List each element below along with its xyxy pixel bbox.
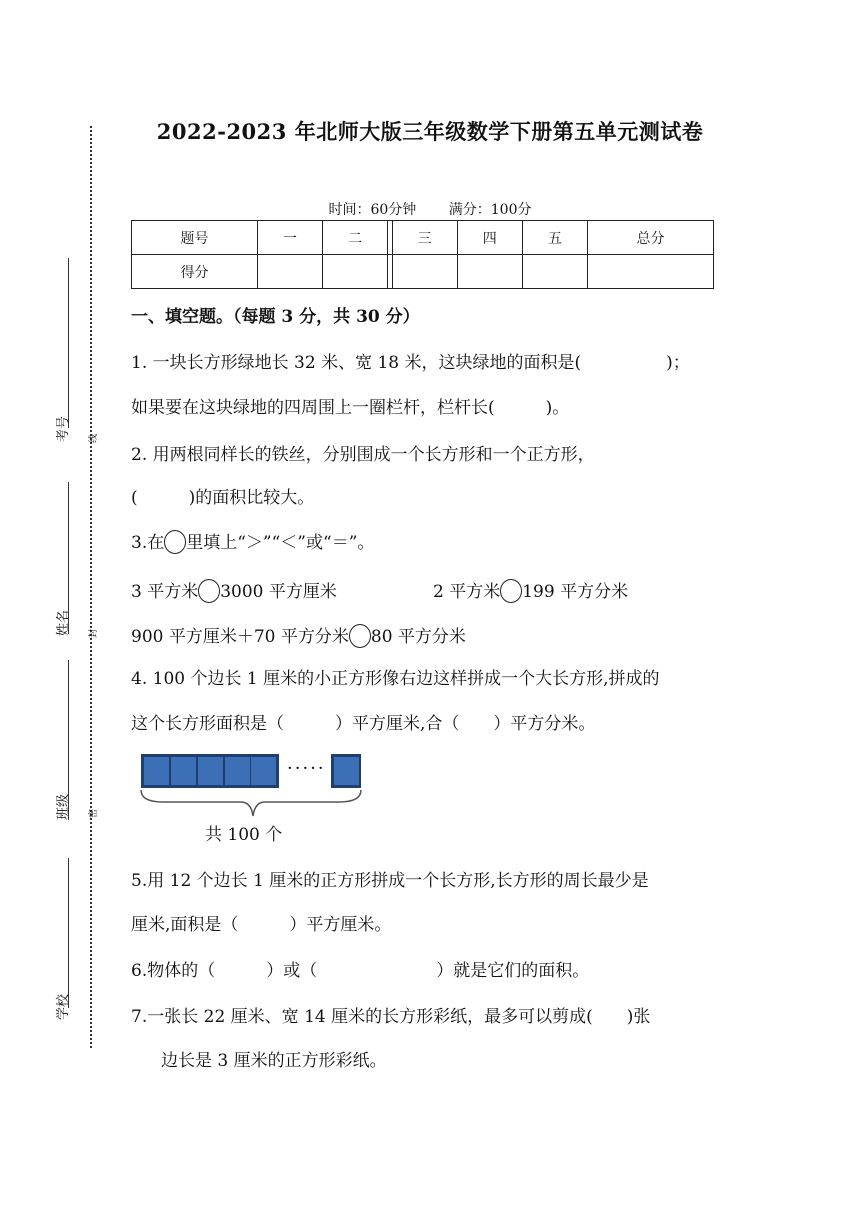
exam-no-label: 考号 [56, 415, 71, 442]
q3-b-left: 2 平方米 [433, 582, 501, 602]
header-cell: 三 [392, 221, 457, 255]
header-cell: 题号 [132, 221, 258, 255]
unit-square [197, 756, 224, 786]
q3-a-right: 3000 平方厘米 [220, 582, 337, 602]
score-cell [587, 255, 713, 289]
score-table-header-row [132, 221, 714, 255]
q3-c-left: 900 平方厘米＋70 平方分米 [131, 627, 349, 647]
time-limit: 时间：60分钟 [328, 202, 417, 218]
ellipsis-dots: ····· [287, 758, 326, 779]
unit-square [143, 756, 170, 786]
q3-intro-b: 里填上“＞”“＜”或“＝”。 [186, 533, 375, 553]
unit-square [250, 756, 277, 786]
q6-line1: 6.物体的（ ）或（ ）就是它们的面积。 [131, 961, 590, 981]
page-title: 2022-2023 年北师大版三年级数学下册第五单元测试卷 [156, 119, 704, 144]
exam-meta [0, 199, 860, 219]
q2-line2: ( )的面积比较大。 [131, 488, 315, 508]
header-cell: 二 [323, 221, 388, 255]
score-cell [323, 255, 388, 289]
squares-diagram [133, 752, 373, 852]
score-cell [257, 255, 322, 289]
q3-c-right: 80 平方分米 [370, 627, 466, 647]
score-table-score-row [132, 255, 714, 289]
diagram-caption: 共 100 个 [205, 825, 283, 845]
school-blank [68, 858, 69, 1008]
header-cell: 一 [257, 221, 322, 255]
compare-circle-icon[interactable] [349, 624, 371, 648]
mi-label: 密 [89, 808, 99, 818]
unit-square [224, 756, 251, 786]
compare-circle-icon[interactable] [198, 579, 220, 603]
section-heading: 一、填空题。（每题 3 分，共 30 分） [131, 307, 420, 327]
name-label: 姓名 [56, 609, 71, 636]
q2-line1: 2. 用两根同样长的铁丝，分别围成一个长方形和一个正方形， [131, 445, 595, 465]
q1-line2: 如果要在这块绿地的四周围上一圈栏杆，栏杆长( )。 [131, 398, 570, 418]
q4-line2: 这个长方形面积是（ ）平方厘米,合（ ）平方分米。 [131, 714, 596, 734]
binding-dotted-line [90, 126, 92, 1048]
score-cell [392, 255, 457, 289]
exam-no-blank [68, 258, 69, 428]
xian-label: 线 [89, 433, 99, 443]
q3-a-left: 3 平方米 [131, 582, 199, 602]
q3-intro [131, 528, 374, 554]
q5-line1: 5.用 12 个边长 1 厘米的正方形拼成一个长方形,长方形的周长最少是 [131, 871, 649, 891]
q7-line1: 7.一张长 22 厘米、宽 14 厘米的长方形彩纸，最多可以剪成( )张 [131, 1007, 651, 1027]
school-label: 学校 [56, 993, 71, 1020]
compare-circle-icon[interactable] [164, 530, 186, 554]
header-cell: 四 [457, 221, 522, 255]
full-score: 满分：100分 [448, 202, 532, 218]
score-table [131, 220, 714, 289]
unit-square [333, 756, 360, 786]
q3-intro-a: 3.在 [131, 533, 165, 553]
q7-line2: 边长是 3 厘米的正方形彩纸。 [161, 1051, 387, 1071]
q1-line1: 1. 一块长方形绿地长 32 米、宽 18 米，这块绿地的面积是( )； [131, 353, 690, 373]
unit-square [170, 756, 197, 786]
q5-line2: 厘米,面积是（ ）平方厘米。 [131, 915, 392, 935]
score-cell [522, 255, 587, 289]
row-label-cell: 得分 [132, 255, 258, 289]
q4-line1: 4. 100 个边长 1 厘米的小正方形像右边这样拼成一个大长方形,拼成的 [131, 669, 660, 689]
class-label: 班级 [56, 793, 71, 820]
score-cell [457, 255, 522, 289]
q3-item-b [433, 577, 628, 603]
header-cell: 五 [522, 221, 587, 255]
header-cell: 总分 [587, 221, 713, 255]
q3-item-a [131, 577, 337, 603]
brace-icon [133, 788, 373, 822]
compare-circle-icon[interactable] [500, 579, 522, 603]
feng-label: 封 [89, 628, 99, 638]
q3-b-right: 199 平方分米 [522, 582, 629, 602]
q3-item-c [131, 622, 466, 648]
